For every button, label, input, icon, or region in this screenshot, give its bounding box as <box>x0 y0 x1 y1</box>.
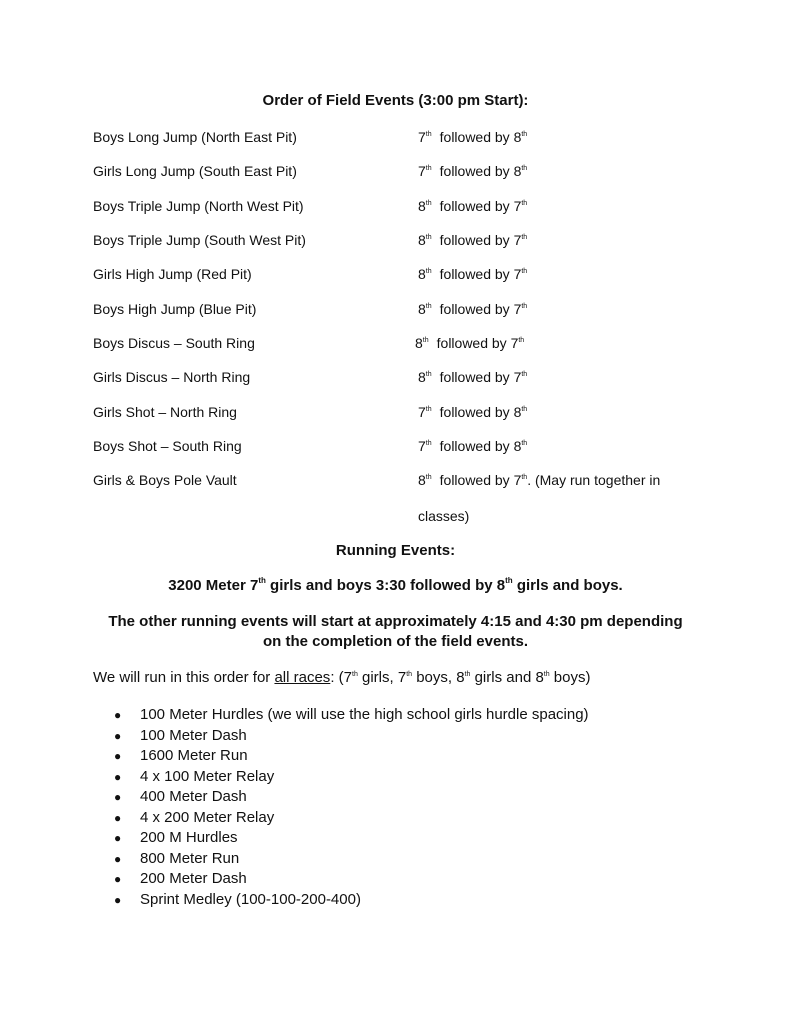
bullet-icon: ● <box>114 831 122 845</box>
event-order: 8th followed by 7th <box>418 301 528 317</box>
event-name: Boys Discus – South Ring <box>93 335 255 351</box>
all-races-underlined: all races <box>274 669 331 686</box>
bullet-icon: ● <box>114 892 122 907</box>
event-order: 8th followed by 7th <box>415 335 525 351</box>
running-schedule-note-line2: on the completion of the field events. <box>262 633 529 650</box>
bullet-icon: ● <box>114 810 122 825</box>
event-name: Boys Triple Jump (North West Pit) <box>93 198 304 214</box>
running-events-title: Running Events: <box>335 542 456 559</box>
bullet-icon: ● <box>114 708 122 722</box>
bullet-icon: ● <box>114 728 122 743</box>
list-item: ● 4 x 200 Meter Relay <box>114 808 589 829</box>
event-name: Boys Triple Jump (South West Pit) <box>93 232 306 248</box>
field-event-row <box>0 436 791 456</box>
list-item: ● 1600 Meter Run <box>114 746 589 767</box>
event-name: Boys Long Jump (North East Pit) <box>93 129 297 145</box>
event-name: Girls Shot – North Ring <box>93 404 237 420</box>
list-item: ● 100 Meter Hurdles (we will use the high school girls hurdle spacing) <box>114 705 589 726</box>
event-order: 8th followed by 7th <box>418 198 528 214</box>
field-event-row <box>0 196 791 216</box>
event-order: 8th followed by 7th. (May run together in <box>418 472 661 488</box>
event-name: Girls Discus – North Ring <box>93 369 251 385</box>
bullet-icon: ● <box>114 769 122 784</box>
field-event-row <box>0 367 791 387</box>
event-order: 7th followed by 8th <box>418 438 528 454</box>
event-name: Girls Long Jump (South East Pit) <box>93 163 297 179</box>
event-name: Boys Shot – South Ring <box>93 438 242 454</box>
list-item: ● 200 Meter Dash <box>114 869 589 890</box>
event-order: 7th followed by 8th <box>418 404 528 420</box>
event-order: 8th followed by 7th <box>418 232 528 248</box>
field-event-row <box>0 230 791 250</box>
race-order-intro: We will run in this order for all races: (7th girls, 7th boys, 8th girls and 8th boys) <box>93 669 591 686</box>
bullet-icon: ● <box>114 872 122 886</box>
list-item: ● 800 Meter Run <box>114 849 589 870</box>
pole-vault-continuation: classes) <box>418 508 470 524</box>
running-3200-line: 3200 Meter 7th girls and boys 3:30 followed by 8th girls and boys. <box>168 576 623 594</box>
event-order: 8th followed by 7th <box>418 369 528 385</box>
field-events-title: Order of Field Events (3:00 pm Start): <box>262 92 529 109</box>
field-event-row <box>0 161 791 181</box>
running-schedule-note-line1: The other running events will start at approximately 4:15 and 4:30 pm depending <box>108 613 683 630</box>
event-name: Girls & Boys Pole Vault <box>93 472 237 488</box>
event-name: Girls High Jump (Red Pit) <box>93 266 252 282</box>
field-event-row <box>0 127 791 147</box>
race-order-list <box>114 705 589 910</box>
list-item: ● 200 M Hurdles <box>114 828 589 849</box>
field-event-row <box>0 264 791 284</box>
bullet-icon: ● <box>114 851 122 866</box>
list-item: ● 4 x 100 Meter Relay <box>114 767 589 788</box>
field-event-row <box>0 333 791 353</box>
bullet-icon: ● <box>114 749 122 763</box>
event-name: Boys High Jump (Blue Pit) <box>93 301 257 317</box>
event-order: 7th followed by 8th <box>418 129 528 145</box>
field-event-row <box>0 299 791 319</box>
list-item: ● 100 Meter Dash <box>114 726 589 747</box>
field-event-row <box>0 470 791 490</box>
list-item: ● Sprint Medley (100-100-200-400) <box>114 890 589 911</box>
bullet-icon: ● <box>114 790 122 804</box>
event-order: 8th followed by 7th <box>418 266 528 282</box>
list-item: ● 400 Meter Dash <box>114 787 589 808</box>
event-order: 7th followed by 8th <box>418 163 528 179</box>
field-event-row <box>0 402 791 422</box>
